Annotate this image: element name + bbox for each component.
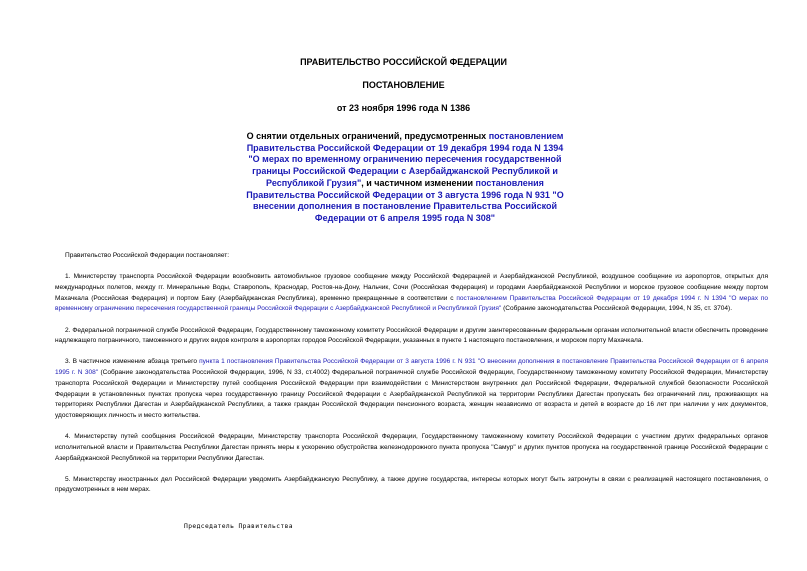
title-text-2: , и частичном изменении — [361, 177, 474, 188]
paragraph-1-text: 1. Министерству транспорта Российской Федерации возобновить автомобильное грузовое сообщение между Российской Федерацией и Азербайджанской Республикой, воздушное сообщение из аэропортов, открытых для международных полетов, между гг. Минеральные Воды, Ставрополь, Краснодар, Ростов-на-Дону, Нальчик, Сочи (Российская Федерация) и городами Азербайджанской Республики и морское грузовое сообщение между портом Махачкала (Российская Федерация) и портом Баку (Азербайджанская Республика), временно прекращенные в соответствии с — [55, 273, 768, 302]
paragraph-1-link[interactable]: постановлением Правительства Российской Федерации от 19 декабря 1994 г. N 1394 "О мерах по временному ограничению пересечения государственной границы Российской Федерации с Азербайджанской Республикой и Республикой Грузия" — [55, 294, 768, 313]
title-link-resolution-1394[interactable]: постановлением Правительства Российской Федерации от 19 декабря 1994 года N 1394 "О мерах по временному ограничению пересечения государственной границы Российской Федерации с Азербайджанской Республикой и Республикой Грузия" — [246, 131, 564, 188]
document-title — [240, 131, 570, 225]
paragraph-3 — [55, 357, 768, 421]
paragraph-5: 5. Министерству иностранных дел Российской Федерации уведомить Азербайджанскую Республику, а также другие государства, интересы которых могут быть затронуты в связи с реализацией настоящего постановления, о предусмотренных в нем мерах. — [55, 475, 768, 494]
paragraph-3-text: 3. В частичное изменение абзаца третьего — [65, 358, 200, 366]
paragraph-1-tail: (Собрание законодательства Российской Федерации, 1994, N 35, ст. 3704). — [501, 305, 733, 313]
paragraph-2: 2. Федеральной пограничной службе Российской Федерации, Государственному таможенному комитету Российской Федерации и другим заинтересованным федеральным органам исполнительной власти обеспечить проведение надлежащего пограничного, таможенного и других видов контроля в аэропортах городов Российской Федерации, указанных в пункте 1 настоящего постановления, и морском порту Махачкала. — [55, 326, 768, 345]
paragraph-3-link[interactable]: пункта 1 постановления Правительства Российской Федерации от 3 августа 1996 г. N 931 "О внесении дополнения в постановление Правительства Российской Федерации от 6 апреля 1995 г. N 308" — [55, 358, 768, 377]
document-body — [55, 251, 768, 507]
signature-line: Председатель Правительства — [184, 523, 293, 530]
document-type-heading: ПОСТАНОВЛЕНИЕ — [362, 80, 445, 90]
date-number-heading: от 23 ноября 1996 года N 1386 — [336, 103, 471, 113]
paragraph-1 — [55, 272, 768, 315]
paragraph-4: 4. Министерству путей сообщения Российской Федерации, Министерству транспорта Российской Федерации, Государственному таможенному комитету Российской Федерации с участием других федеральных органов исполнительной власти и Правительства Республики Дагестан принять меры к ускорению обустройства железнодорожного пункта пропуска "Самур" и других пунктов пропуска на государственной границе Российской Федерации с Азербайджанской Республикой на территории Республики Дагестан. — [55, 433, 768, 462]
title-link-resolution-931[interactable]: постановления Правительства Российской Федерации от 3 августа 1996 года N 931 "О внесении дополнения в постановление Правительства Российской Федерации от 6 апреля 1995 года N 308" — [246, 177, 564, 223]
paragraph-3-tail: (Собрание законодательства Российской Федерации, 1996, N 33, ст.4002) Федеральной пограничной службе Российской Федерации, Государственному таможенному комитету Российской Федерации, Министерству транспорта Российской Федерации и Министерству путей сообщения Российской Федерации при взаимодействии с Министерством внутренних дел Российской Федерации, Федеральной службой безопасности Российской Федерации в установленных пунктах пропуска через государственную границу Российской Федерации с Азербайджанской Республикой на территории Республики Дагестан пропускать без ограничений лиц, проживающих на территориях Республики Дагестан и Азербайджанской Республики, а также граждан Российской Федерации пенсионного возраста, женщин независимо от возраста и детей в возрасте до 16 лет при наличии у них документов, удостоверяющих личность и место жительства. — [55, 369, 769, 419]
title-text-1: О снятии отдельных ограничений, предусмотренных — [246, 131, 487, 141]
government-heading: ПРАВИТЕЛЬСТВО РОССИЙСКОЙ ФЕДЕРАЦИИ — [300, 57, 507, 67]
intro-paragraph: Правительство Российской Федерации постановляет: — [65, 252, 230, 259]
